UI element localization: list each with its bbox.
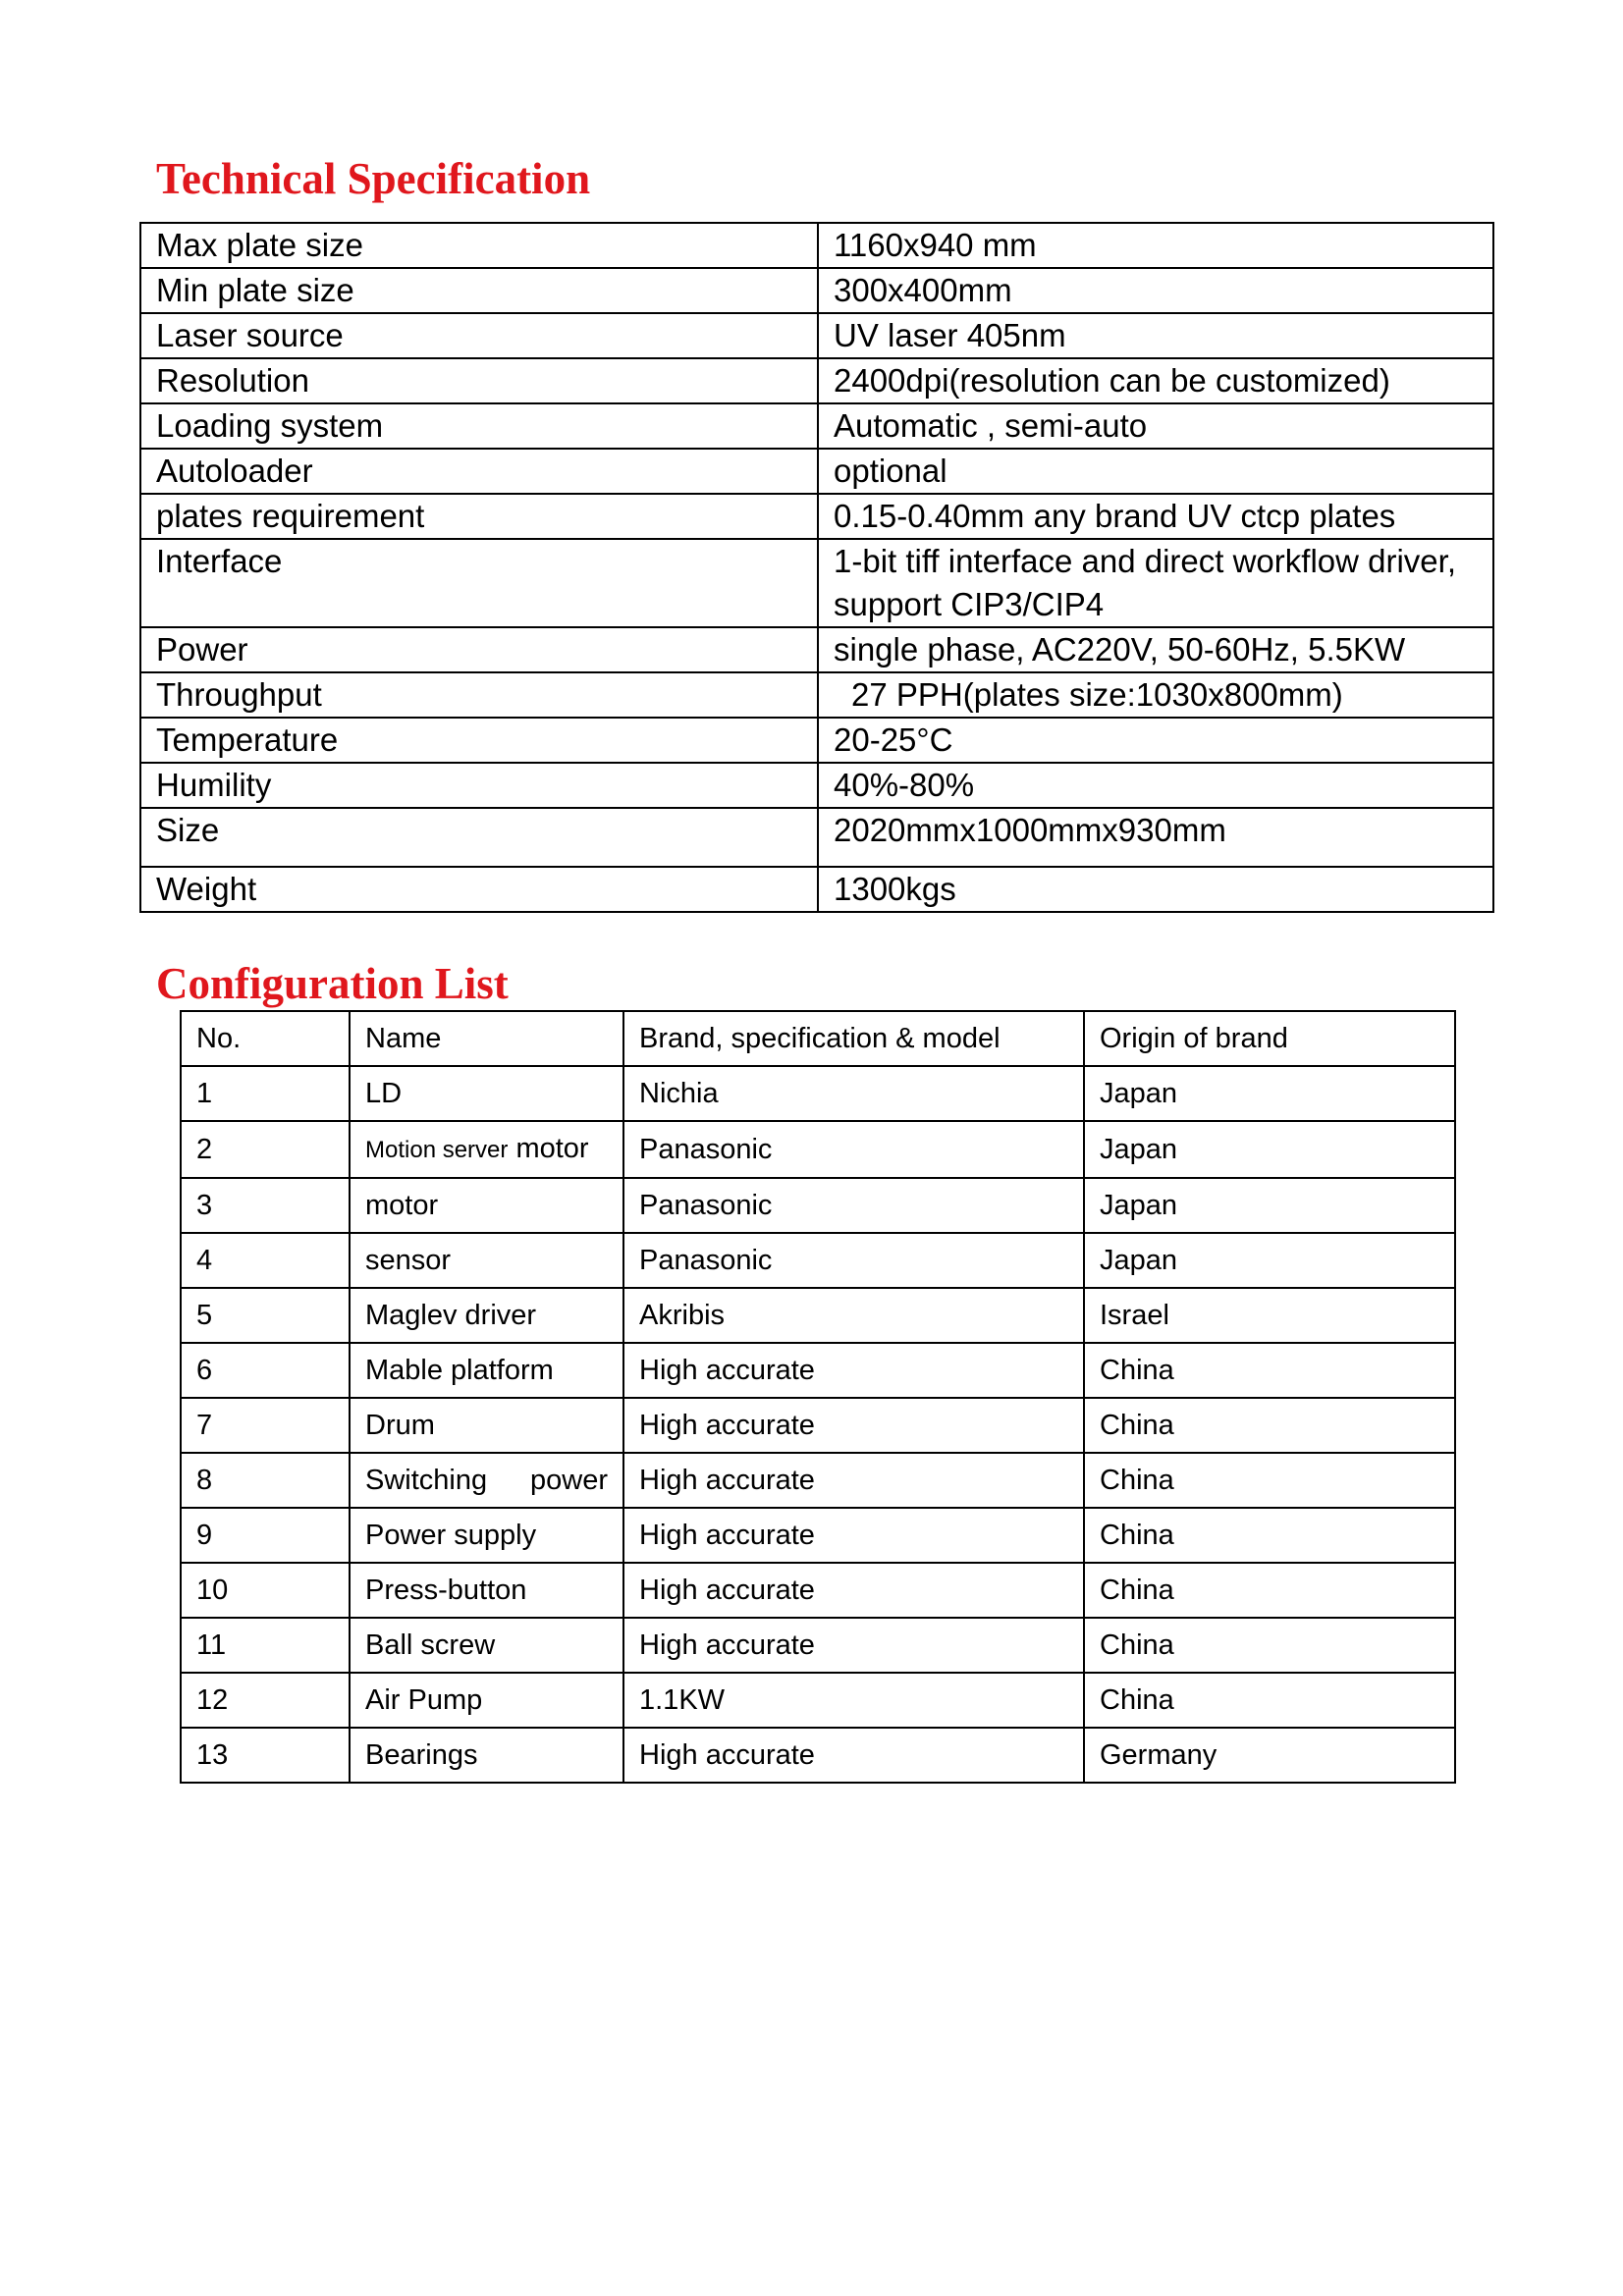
spec-row [140,867,1493,912]
spec-row [140,718,1493,763]
spec-row [140,808,1493,867]
configuration-list-table [180,1010,1456,1784]
config-name-rest: motor [515,1133,589,1164]
spec-label: Resolution [140,358,818,403]
technical-specification-title: Technical Specification [156,154,591,203]
spec-row [140,672,1493,718]
spec-label: Power [140,627,818,672]
config-brand: Panasonic [623,1178,1084,1233]
config-row [181,1563,1455,1618]
spec-label: Throughput [140,672,818,718]
config-name [350,1453,623,1508]
column-header-no: No. [181,1011,350,1066]
spec-row [140,403,1493,449]
spec-row [140,539,1493,627]
spec-label: Laser source [140,313,818,358]
config-origin: China [1084,1563,1455,1618]
config-name: Press-button [350,1563,623,1618]
config-name-word: Switching [365,1465,488,1496]
spec-label: Weight [140,867,818,912]
spec-row [140,268,1493,313]
spec-value: UV laser 405nm [818,313,1493,358]
config-no: 9 [181,1508,350,1563]
config-no: 12 [181,1673,350,1728]
spec-label: Humility [140,763,818,808]
spec-row [140,223,1493,268]
config-header-row [181,1011,1455,1066]
config-origin: Japan [1084,1178,1455,1233]
config-name: LD [350,1066,623,1121]
config-no: 2 [181,1121,350,1178]
config-name: Power supply [350,1508,623,1563]
config-brand: High accurate [623,1343,1084,1398]
spec-value: Automatic , semi-auto [818,403,1493,449]
config-no: 8 [181,1453,350,1508]
column-header-name: Name [350,1011,623,1066]
config-name: Mable platform [350,1343,623,1398]
config-brand: Akribis [623,1288,1084,1343]
spec-value: 27 PPH(plates size:1030x800mm) [818,672,1493,718]
config-origin: China [1084,1398,1455,1453]
config-no: 7 [181,1398,350,1453]
config-row [181,1121,1455,1178]
config-name: sensor [350,1233,623,1288]
spec-label: Temperature [140,718,818,763]
config-brand: High accurate [623,1728,1084,1783]
config-origin: Japan [1084,1121,1455,1178]
config-no: 10 [181,1563,350,1618]
config-brand: High accurate [623,1508,1084,1563]
config-brand: High accurate [623,1453,1084,1508]
spec-label: Autoloader [140,449,818,494]
config-brand: 1.1KW [623,1673,1084,1728]
config-row [181,1508,1455,1563]
config-name: Drum [350,1398,623,1453]
config-name: Ball screw [350,1618,623,1673]
spec-row [140,494,1493,539]
spec-value: 1-bit tiff interface and direct workflow driver, support CIP3/CIP4 [818,539,1493,627]
config-brand: High accurate [623,1563,1084,1618]
config-row [181,1066,1455,1121]
spec-label: Interface [140,539,818,627]
spec-value: 2020mmx1000mmx930mm [818,808,1493,867]
config-row [181,1728,1455,1783]
config-row [181,1453,1455,1508]
spec-value: 300x400mm [818,268,1493,313]
config-origin: Japan [1084,1233,1455,1288]
config-row [181,1673,1455,1728]
config-brand: Nichia [623,1066,1084,1121]
config-name: motor [350,1178,623,1233]
config-no: 13 [181,1728,350,1783]
config-name-small-part: Motion server [365,1137,509,1163]
column-header-brand: Brand, specification & model [623,1011,1084,1066]
spec-row [140,627,1493,672]
config-no: 11 [181,1618,350,1673]
spec-row [140,449,1493,494]
spec-label: Max plate size [140,223,818,268]
spec-value: optional [818,449,1493,494]
spec-label: Min plate size [140,268,818,313]
config-brand: Panasonic [623,1121,1084,1178]
config-brand: Panasonic [623,1233,1084,1288]
spec-row [140,313,1493,358]
config-row [181,1343,1455,1398]
config-origin: China [1084,1508,1455,1563]
config-origin: China [1084,1673,1455,1728]
spec-label: Loading system [140,403,818,449]
technical-specification-table [139,222,1494,913]
spec-value: single phase, AC220V, 50-60Hz, 5.5KW [818,627,1493,672]
spec-value: 1300kgs [818,867,1493,912]
spec-value: 1160x940 mm [818,223,1493,268]
spec-row [140,763,1493,808]
config-brand: High accurate [623,1398,1084,1453]
config-name: Bearings [350,1728,623,1783]
config-name-word: power [530,1465,608,1496]
config-row [181,1233,1455,1288]
spec-value: 2400dpi(resolution can be customized) [818,358,1493,403]
config-origin: China [1084,1618,1455,1673]
config-row [181,1178,1455,1233]
config-row [181,1398,1455,1453]
spec-value: 0.15-0.40mm any brand UV ctcp plates [818,494,1493,539]
config-brand: High accurate [623,1618,1084,1673]
spec-value: 40%-80% [818,763,1493,808]
configuration-list-title: Configuration List [156,959,509,1008]
config-row [181,1618,1455,1673]
config-origin: China [1084,1453,1455,1508]
config-origin: Japan [1084,1066,1455,1121]
config-origin: Germany [1084,1728,1455,1783]
config-no: 5 [181,1288,350,1343]
spec-label: plates requirement [140,494,818,539]
config-origin: China [1084,1343,1455,1398]
column-header-origin: Origin of brand [1084,1011,1455,1066]
spec-row [140,358,1493,403]
spec-value: 20-25°C [818,718,1493,763]
config-no: 4 [181,1233,350,1288]
config-name [350,1121,623,1178]
config-no: 6 [181,1343,350,1398]
config-name-justified [365,1454,608,1507]
config-name: Air Pump [350,1673,623,1728]
config-name: Maglev driver [350,1288,623,1343]
spec-label: Size [140,808,818,867]
config-no: 3 [181,1178,350,1233]
config-no: 1 [181,1066,350,1121]
config-origin: Israel [1084,1288,1455,1343]
config-row [181,1288,1455,1343]
